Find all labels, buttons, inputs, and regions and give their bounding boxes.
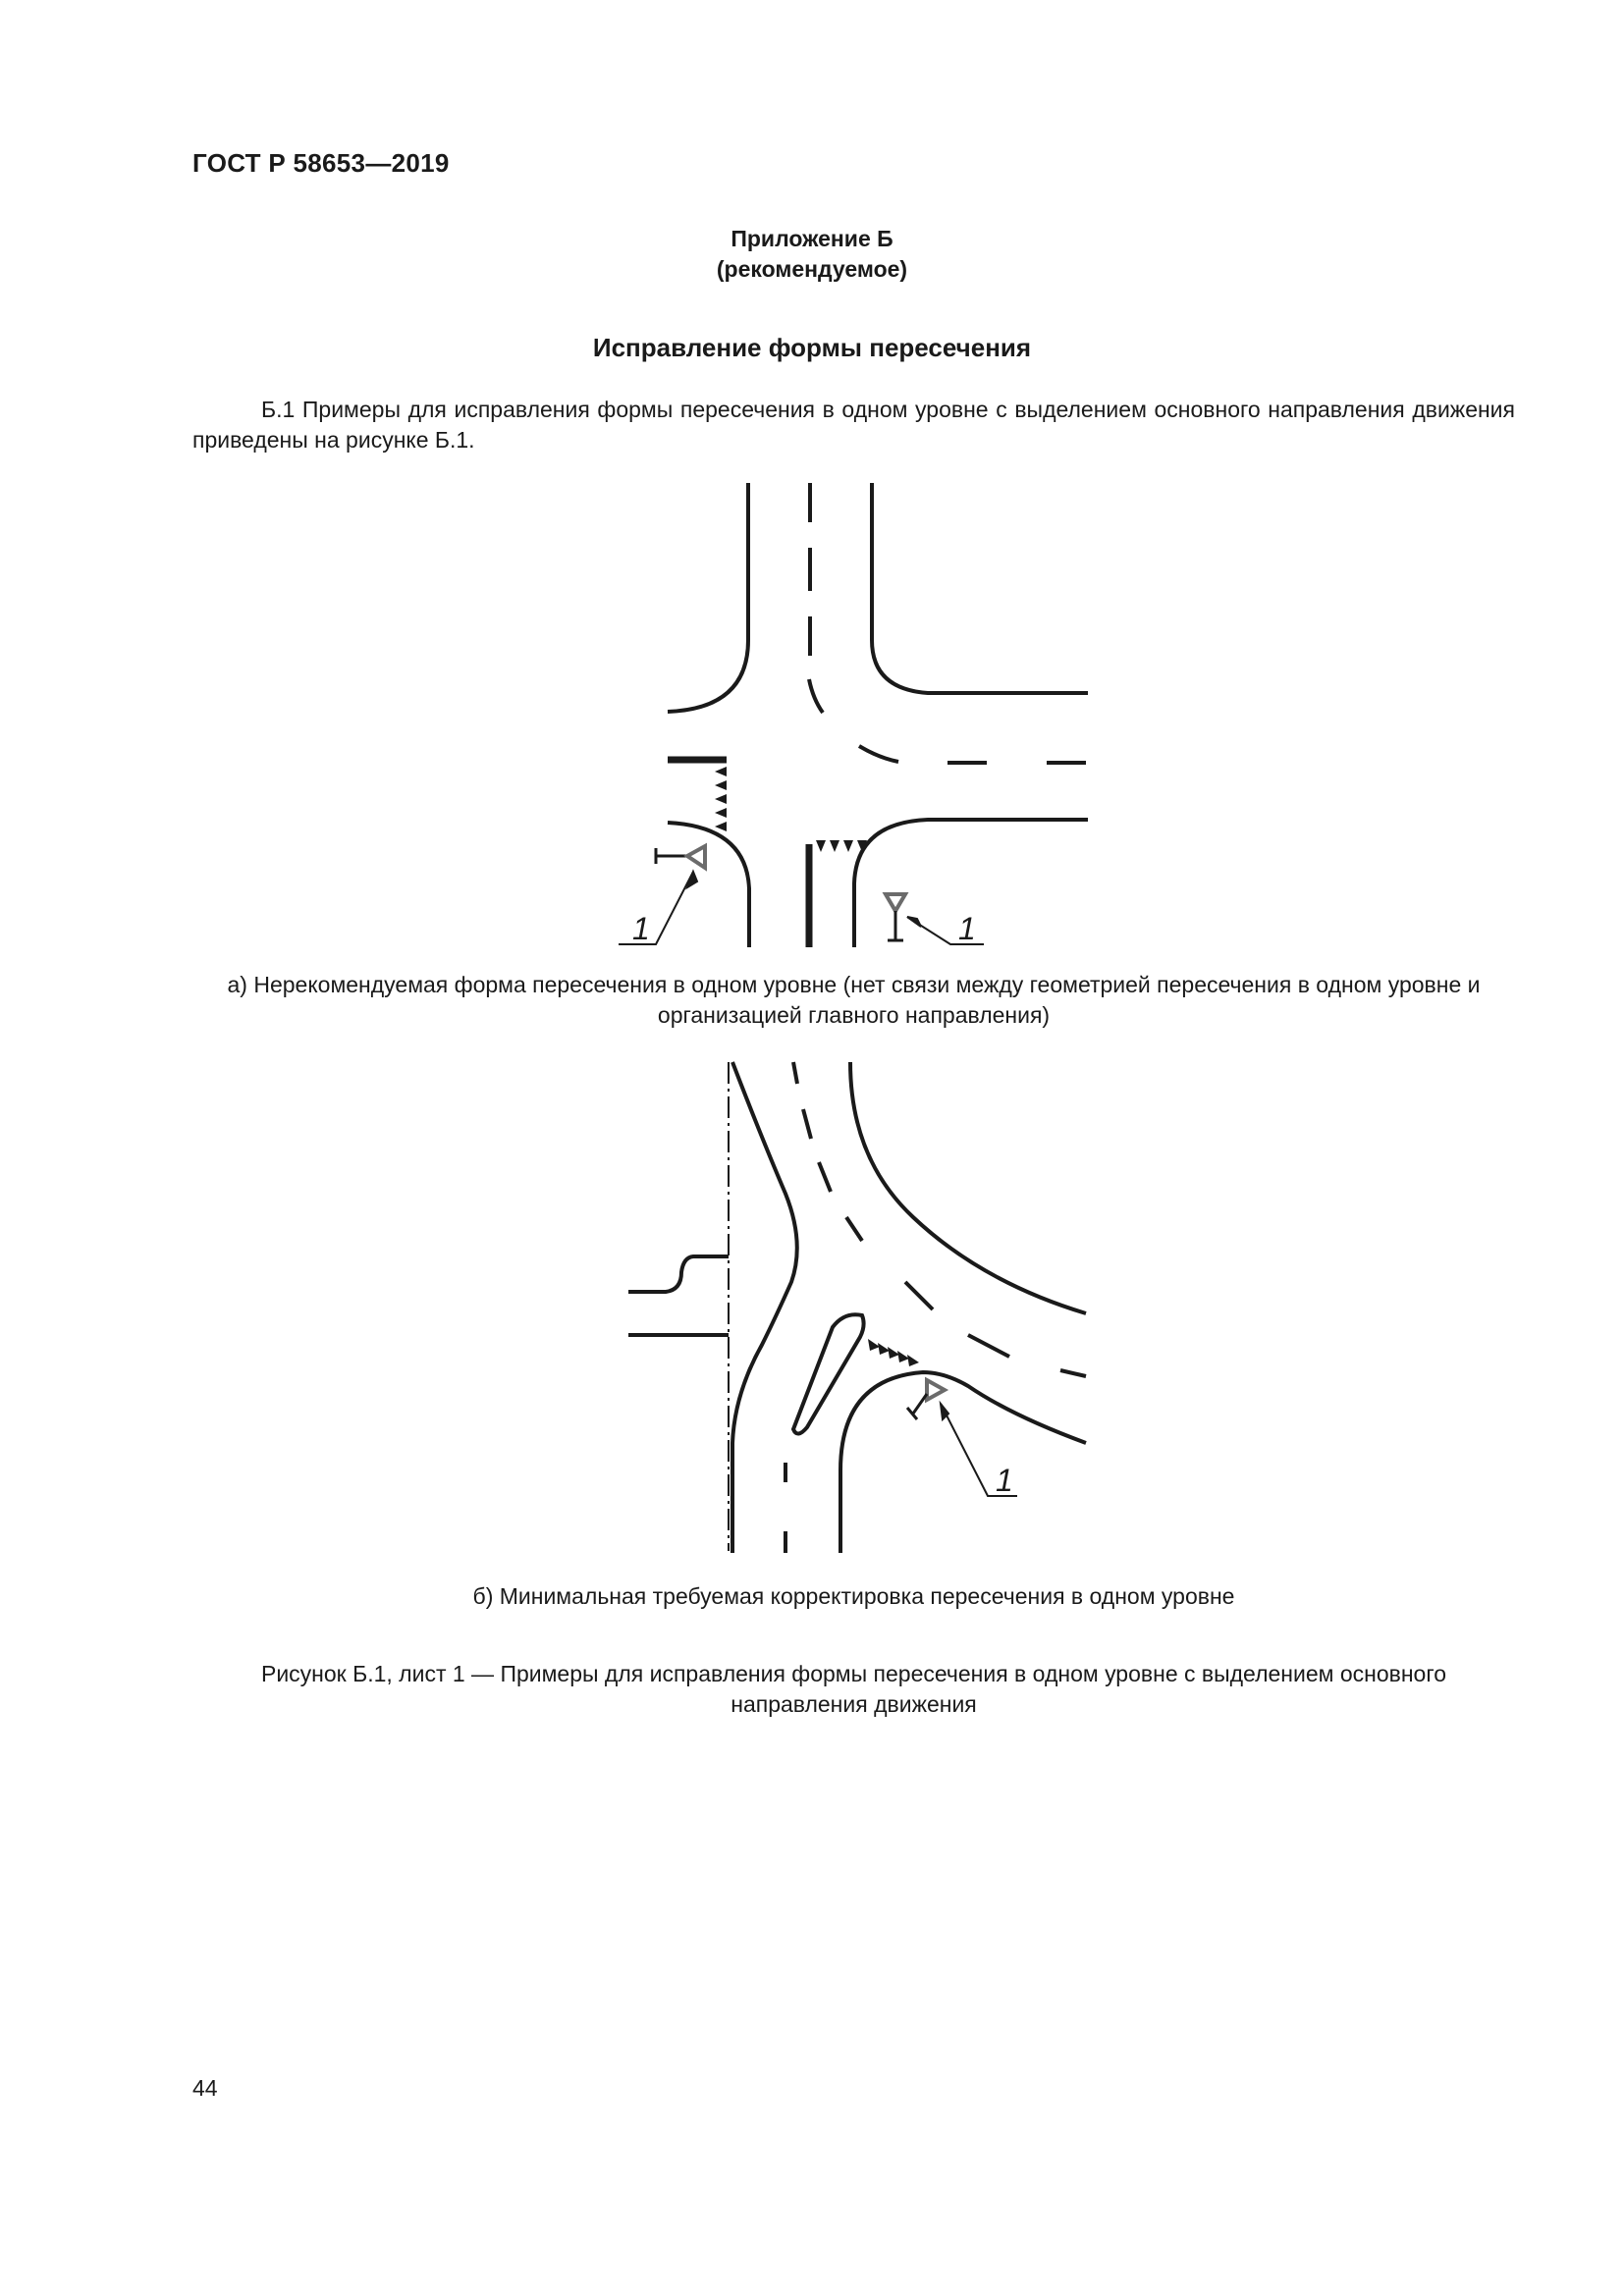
road-edge-upper-left xyxy=(668,483,748,712)
centre-dash xyxy=(859,746,898,762)
appendix-heading xyxy=(0,224,1624,285)
body-paragraph: Б.1 Примеры для исправления формы пересечения в одном уровне с выделением основного направления движения приведены на рисунке Б.1. xyxy=(192,397,1515,453)
document-code-header: ГОСТ Р 58653—2019 xyxy=(192,148,450,178)
give-way-tooth xyxy=(715,808,727,818)
figure-b-caption: б) Минимальная требуемая корректировка пересечения в одном уровне xyxy=(472,1583,1235,1609)
give-way-markings-left xyxy=(715,767,727,831)
centre-dash xyxy=(905,1282,933,1309)
road-edge-lower-left xyxy=(668,823,749,947)
centre-markings-b xyxy=(785,1062,1086,1553)
give-way-tooth xyxy=(715,767,727,776)
yield-sign-right xyxy=(886,894,905,940)
callout-leaders-a xyxy=(619,872,984,944)
callout-leader xyxy=(619,872,693,944)
give-way-tooth xyxy=(816,840,826,852)
give-way-tooth xyxy=(715,822,727,831)
centre-dash xyxy=(819,1162,831,1192)
branch-road-edge xyxy=(840,1372,1086,1553)
callout-arrowhead xyxy=(907,917,921,927)
yield-sign-left xyxy=(656,846,705,868)
give-way-tooth xyxy=(897,1351,909,1362)
give-way-tooth xyxy=(907,1355,919,1366)
give-way-tooth xyxy=(878,1343,890,1355)
centre-dash xyxy=(1060,1370,1086,1376)
figure-a-caption: а) Нерекомендуемая форма пересечения в одном уровне (нет связи между геометрией пересечения в одном уровне и организацией главного направления) xyxy=(227,972,1481,1028)
appendix-title: Приложение Б xyxy=(731,226,893,251)
figure-b-diagram xyxy=(619,1050,1100,1571)
side-road-edge-upper xyxy=(628,1256,729,1292)
give-way-tooth xyxy=(843,840,853,852)
appendix-status: (рекомендуемое) xyxy=(716,256,908,282)
callout-number: 1 xyxy=(632,911,650,946)
give-way-tooth xyxy=(830,840,839,852)
figure-caption: Рисунок Б.1, лист 1 — Примеры для исправления формы пересечения в одном уровне с выделением основного направления движения xyxy=(260,1661,1447,1717)
callout-number: 1 xyxy=(958,911,976,946)
centre-dash xyxy=(846,1217,862,1241)
section-title: Исправление формы пересечения xyxy=(592,333,1032,362)
road-edge-upper-right xyxy=(872,483,1088,693)
centre-dash xyxy=(809,679,823,713)
give-way-tooth xyxy=(715,780,727,790)
centre-dash xyxy=(803,1109,811,1139)
give-way-tooth xyxy=(715,794,727,804)
callout-number: 1 xyxy=(996,1463,1013,1498)
give-way-tooth xyxy=(888,1347,899,1359)
page-number: 44 xyxy=(192,2075,218,2101)
centre-markings xyxy=(809,483,1086,763)
give-way-tooth xyxy=(868,1339,880,1351)
centre-dash xyxy=(793,1062,797,1084)
centre-dash xyxy=(968,1335,1009,1357)
give-way-markings-b xyxy=(868,1339,919,1366)
yield-sign-b xyxy=(907,1380,945,1419)
figure-a-diagram xyxy=(589,471,1139,952)
give-way-markings-bottom xyxy=(816,840,867,852)
main-road-edge-right xyxy=(850,1062,1086,1313)
